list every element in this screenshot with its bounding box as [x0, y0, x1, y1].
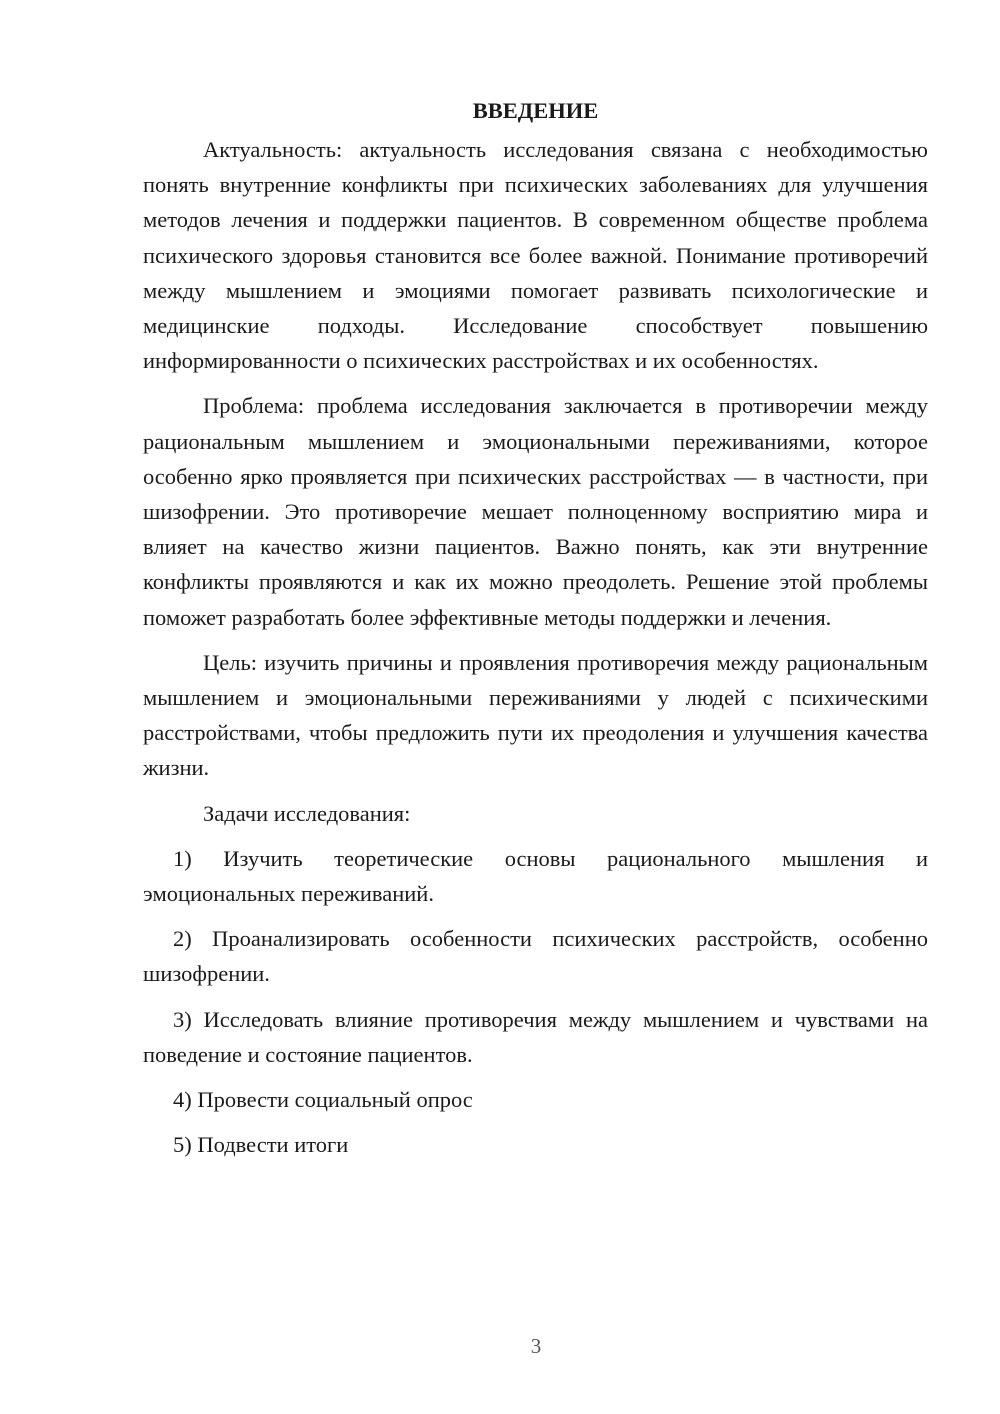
task-item-4: 4) Провести социальный опрос: [173, 1087, 473, 1113]
paragraph-problem: Проблема: проблема исследования заключается в противоречии между рациональным мышлением и эмоциональными переживаниями, которое особенно ярко проявляется при психических расстройствах — в частности, при шизофрении. Это противоречие мешает полноценному восприятию мира и влияет на качество жизни пациентов. Важно понять, как эти внутренние конфликты проявляются и как их можно преодолеть. Решение этой проблемы поможет разработать более эффективные методы поддержки и лечения.: [143, 393, 928, 630]
task-item-3: 3) Исследовать влияние противоречия между мышлением и чувствами на поведение и состояние пациентов.: [143, 1006, 928, 1067]
task-item-5: 5) Подвести итоги: [173, 1132, 349, 1158]
tasks-heading: Задачи исследования:: [203, 800, 411, 826]
page-number: 3: [530, 1334, 542, 1358]
paragraph-relevance: Актуальность: актуальность исследования связана с необходимостью понять внутренние конфликты при психических заболеваниях для улучшения методов лечения и поддержки пациентов. В современном обществе проблема психического здоровья становится все более важной. Понимание противоречий между мышлением и эмоциями помогает развивать психологические и медицинские подходы. Исследование способствует повышению информированности о психических расстройствах и их особенностях.: [143, 137, 928, 374]
page-content: [143, 96, 928, 1172]
section-title: ВВЕДЕНИЕ: [472, 98, 599, 123]
task-item-2: 2) Проанализировать особенности психических расстройств, особенно шизофрении.: [143, 926, 928, 987]
task-item-1: 1) Изучить теоретические основы рационального мышления и эмоциональных переживаний.: [143, 845, 928, 907]
paragraph-goal: Цель: изучить причины и проявления противоречия между рациональным мышлением и эмоциональными переживаниями у людей с психическими расстройствами, чтобы предложить пути их преодоления и улучшения качества жизни.: [143, 649, 928, 781]
